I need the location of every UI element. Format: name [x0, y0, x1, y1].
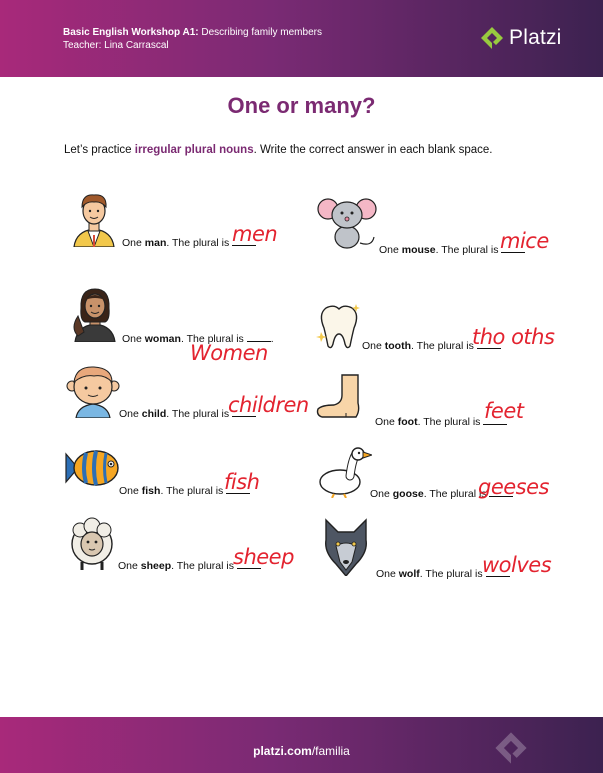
goose-icon	[316, 446, 372, 498]
sentence: One goose. The plural is	[370, 487, 513, 500]
mouse-icon	[316, 195, 378, 251]
workshop-title: Basic English Workshop A1: Describing family members	[63, 27, 322, 38]
sentence: One mouse. The plural is	[379, 243, 525, 256]
wolf-icon	[322, 518, 370, 576]
fish-icon	[64, 446, 120, 490]
tooth-icon	[316, 302, 362, 350]
sentence: One foot. The plural is	[375, 415, 507, 428]
handwritten-answer: Women	[190, 341, 268, 365]
handwritten-answer: wolves	[482, 553, 552, 577]
sentence: One tooth. The plural is	[362, 339, 501, 352]
sentence: One sheep. The plural is	[118, 559, 261, 572]
platzi-logo[interactable]	[480, 26, 562, 50]
footer-link[interactable]: platzi.com/familia	[253, 744, 350, 758]
header-banner	[0, 0, 603, 77]
handwritten-answer: geeses	[478, 475, 549, 499]
handwritten-answer: fish	[224, 470, 260, 494]
man-icon	[68, 191, 120, 247]
child-icon	[66, 364, 120, 418]
footer-banner	[0, 717, 603, 773]
instructions: Let’s practice irregular plural nouns. Write the correct answer in each blank space.	[64, 144, 493, 156]
sentence: One woman. The plural is .	[122, 333, 274, 345]
platzi-diamond-icon	[480, 26, 504, 50]
sentence: One child. The plural is	[119, 407, 256, 420]
platzi-watermark-icon	[494, 731, 528, 765]
foot-icon	[316, 373, 374, 421]
sentence: One man. The plural is	[122, 236, 256, 249]
sheep-icon	[68, 516, 116, 570]
sentence: One fish. The plural is	[119, 484, 250, 497]
handwritten-answer: feet	[484, 399, 524, 423]
handwritten-answer: tho oths	[472, 325, 555, 349]
handwritten-answer: children	[228, 393, 309, 417]
handwritten-answer: men	[232, 222, 278, 246]
page-title: One or many?	[227, 93, 376, 118]
handwritten-answer: mice	[500, 229, 549, 253]
teacher-name: Teacher: Lina Carrascal	[63, 40, 169, 51]
sentence: One wolf. The plural is	[376, 567, 510, 580]
handwritten-answer: sheep	[233, 545, 294, 569]
woman-icon	[70, 286, 120, 342]
logo-text: Platzi	[509, 26, 562, 49]
